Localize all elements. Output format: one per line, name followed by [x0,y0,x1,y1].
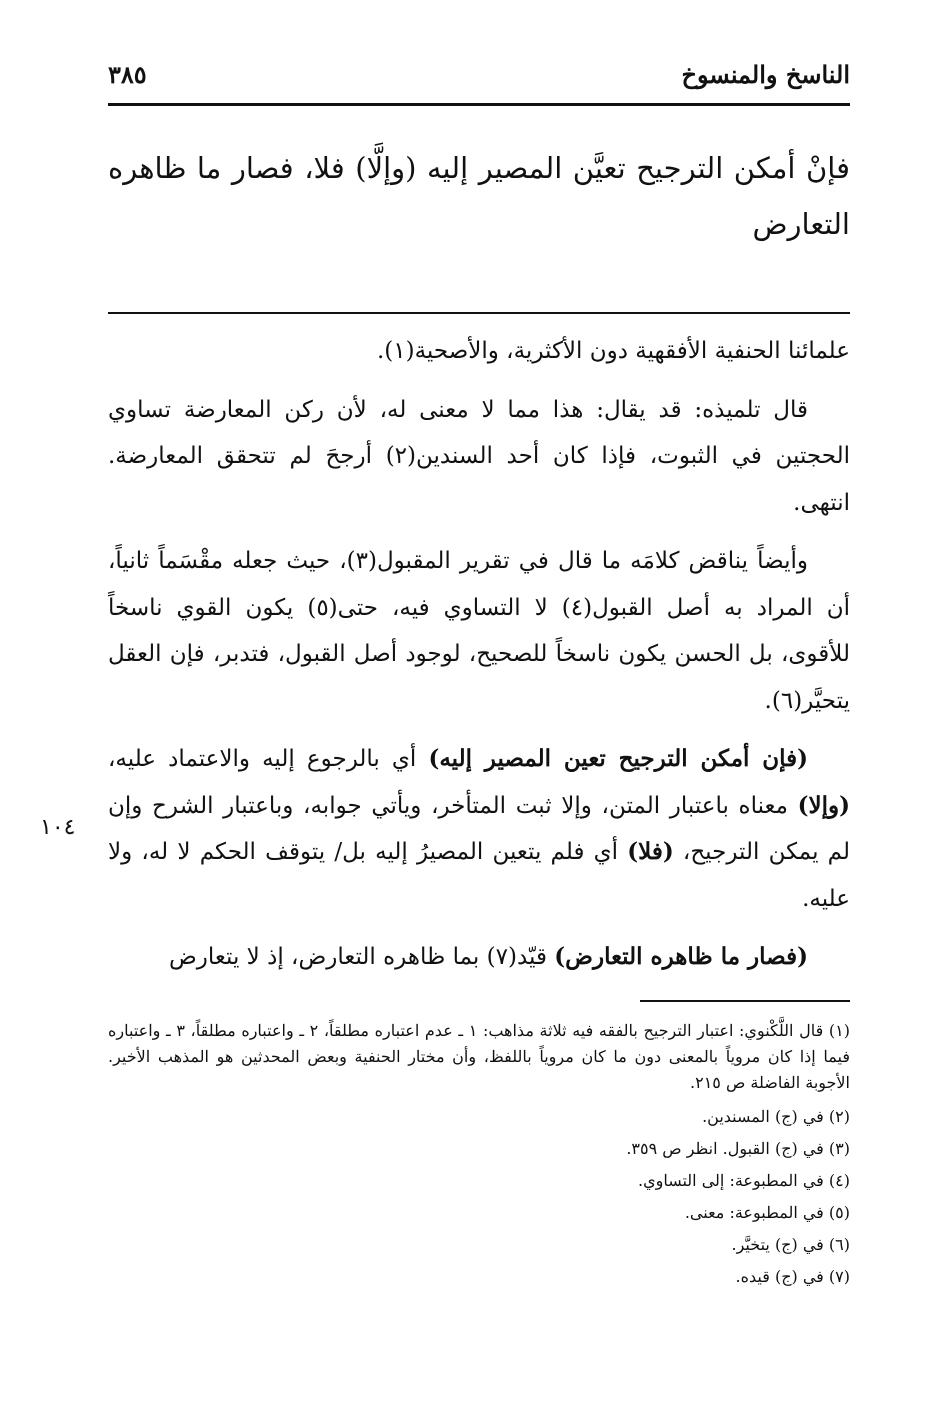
footnote-7: (٧) في (ج) قيده. [735,1267,850,1286]
paragraph-2: قال تلميذه: قد يقال: هذا مما لا معنى له، لأن ركن المعارضة تساوي الحجتين في الثبوت، فإذا كان أحد السندين(٢) أرجحَ لم تتحقق المعارضة. انتهى. [108,396,850,516]
quoted-matn: (فصار ما ظاهره التعارض) [554,943,808,970]
paragraph-5 [108,934,850,981]
running-header [108,60,850,100]
commentary-text: قيّد(٧) بما ظاهره التعارض، إذ لا يتعارض [169,944,555,970]
commentary-text: أي بالرجوع إليه والاعتماد عليه، [108,746,429,772]
running-title: الناسخ والمنسوخ [681,60,850,89]
quoted-matn: (فلا) [627,838,674,865]
commentary-text: معناه باعتبار المتن، وإلا ثبت المتأخر، ويأتي جوابه، وباعتبار الشرح وإن لم يمكن الترجيح، [108,792,850,865]
paragraph-3: وأيضاً يناقض كلامَه ما قال في تقرير المقبول(٣)، حيث جعله مقْسَماً ثانياً، أن المراد به أصل القبول(٤) لا التساوي فيه، حتى(٥) يكون القوي ناسخاً للأقوى، بل الحسن يكون ناسخاً للصحيح، لوجود أصل القبول، فتدبر، فإن العقل يتحيَّر(٦). [108,548,851,714]
footnote-1: (١) قال اللَّكْنوي: اعتبار الترجيح بالفقه فيه ثلاثة مذاهب: ١ ـ عدم اعتباره مطلقاً، ٢ ـ واعتباره مطلقاً، ٣ ـ واعتباره فيما إذا كان مروياً بالمعنى دون ما كان مروياً باللفظ، وأن مختار الحنفية وبعض المحدثين هو المذهب الأخير. الأجوبة الفاضلة ص ٢١٥. [108,1021,851,1092]
footnote-rule [640,1000,850,1002]
page-number: ٣٨٥ [108,60,147,89]
header-rule [108,103,850,106]
quoted-matn: (وإلا) [797,791,850,819]
matn-separator-rule [108,312,850,314]
footnote-4: (٤) في المطبوعة: إلى التساوي. [637,1171,850,1190]
paragraph-4 [108,736,850,922]
paragraph-1: علمائنا الحنفية الأفقهية دون الأكثرية، والأصحية(١). [376,338,850,364]
manuscript-folio-number: ١٠٤ [40,815,76,840]
footnote-5: (٥) في المطبوعة: معنى. [684,1203,850,1222]
quoted-matn: (فإن أمكن الترجيح تعين المصير إليه) [428,745,808,772]
footnote-3: (٣) في (ج) القبول. انظر ص ٣٥٩. [626,1139,850,1158]
commentary-text: أي فلم يتعين المصيرُ إليه بل/ يتوقف الحكم لا له، ولا عليه. [108,839,850,912]
footnotes [108,1018,850,1296]
footnote-2: (٢) في (ج) المسندين. [702,1107,850,1126]
commentary-body [108,328,850,993]
matn-text: فإنْ أمكن الترجيح تعيَّن المصير إليه (وإلَّا) فلا، فصار ما ظاهره التعارض [108,151,850,241]
footnote-6: (٦) في (ج) يتخيَّر. [731,1235,850,1254]
